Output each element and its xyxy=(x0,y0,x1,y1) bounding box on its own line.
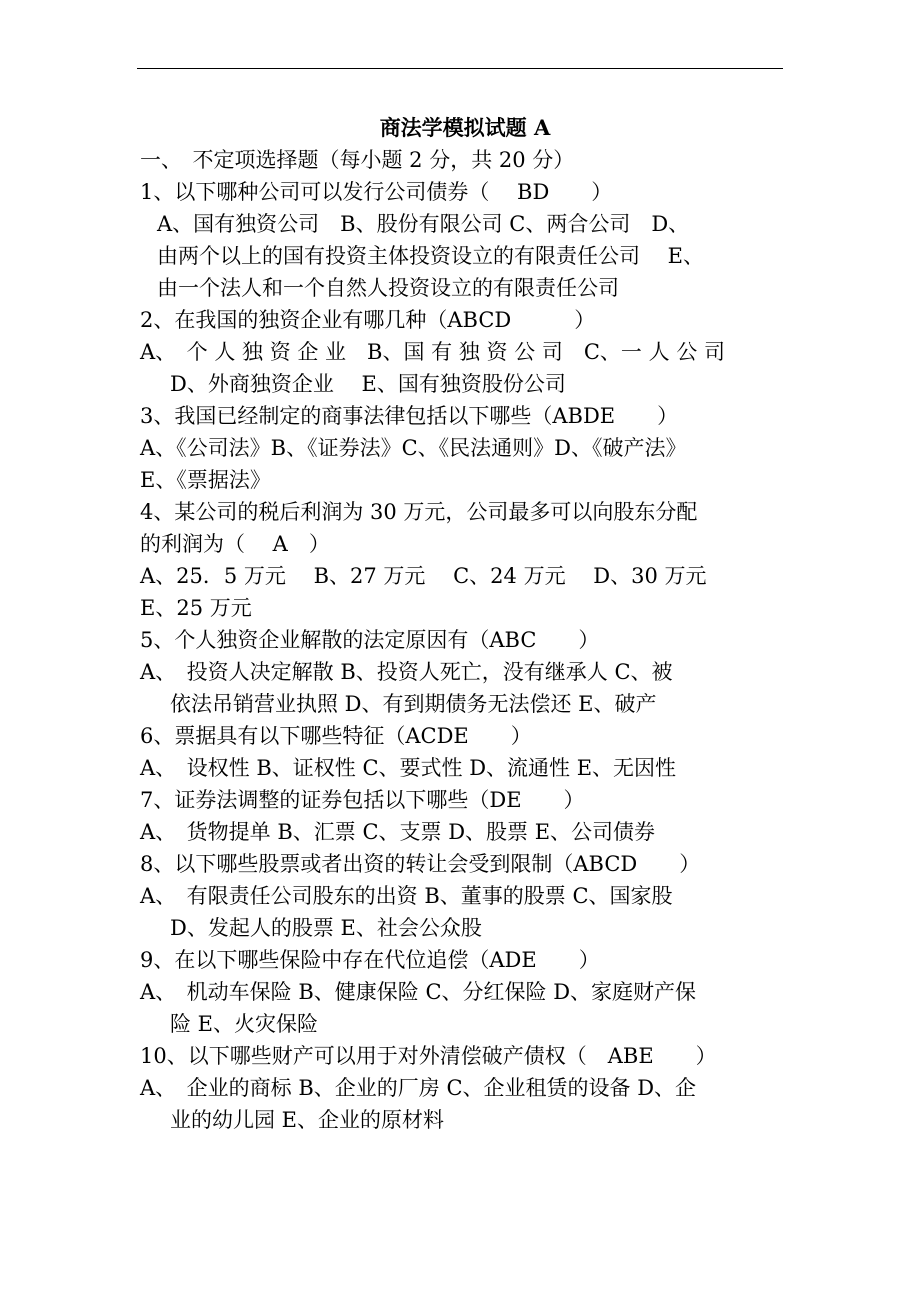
question-line: 8、以下哪些股票或者出资的转让会受到限制（ABCD ） xyxy=(140,852,701,876)
question-line: 的利润为（ A ） xyxy=(140,532,330,556)
option-line: A、 投资人决定解散 B、投资人死亡，没有继承人 C、被 xyxy=(140,660,673,684)
question-line: 9、在以下哪些保险中存在代位追偿（ADE ） xyxy=(140,948,600,972)
question-line: 10、以下哪些财产可以用于对外清偿破产债权（ ABE ） xyxy=(140,1044,717,1068)
option-line: A、 个 人 独 资 企 业 B、国 有 独 资 公 司 C、一 人 公 司 xyxy=(140,340,725,364)
question-line: 6、票据具有以下哪些特征（ACDE ） xyxy=(140,724,532,748)
option-line: E、25 万元 xyxy=(140,596,252,620)
page-title: 商法学模拟试题 A xyxy=(379,115,551,140)
option-line: A、《公司法》B、《证券法》C、《民法通则》D、《破产法》 xyxy=(140,436,687,460)
option-line: D、发起人的股票 E、社会公众股 xyxy=(170,916,482,940)
question-line: 2、在我国的独资企业有哪几种（ABCD ） xyxy=(140,308,596,332)
question-line: 7、证券法调整的证券包括以下哪些（DE ） xyxy=(140,788,585,812)
option-line: A、25．5 万元 B、27 万元 C、24 万元 D、30 万元 xyxy=(140,564,707,588)
question-line: 4、某公司的税后利润为 30 万元，公司最多可以向股东分配 xyxy=(140,500,698,524)
question-line: 3、我国已经制定的商事法律包括以下哪些（ABDE ） xyxy=(140,404,679,428)
option-line: A、 有限责任公司股东的出资 B、董事的股票 C、国家股 xyxy=(140,884,673,908)
option-line: A、 机动车保险 B、健康保险 C、分红保险 D、家庭财产保 xyxy=(140,980,697,1004)
option-line: E、《票据法》 xyxy=(140,468,271,492)
question-list xyxy=(140,176,790,1136)
option-line: 依法吊销营业执照 D、有到期债务无法偿还 E、破产 xyxy=(170,692,657,716)
option-line: 险 E、火灾保险 xyxy=(170,1012,319,1036)
option-line: 由两个以上的国有投资主体投资设立的有限责任公司 E、 xyxy=(157,244,705,268)
section-heading: 一、 不定项选择题（每小题 2 分，共 20 分） xyxy=(140,148,575,172)
option-line: A、国有独资公司 B、股份有限公司 C、两合公司 D、 xyxy=(157,212,690,236)
question-line: 5、个人独资企业解散的法定原因有（ABC ） xyxy=(140,628,600,652)
exam-document xyxy=(140,112,790,1136)
option-line: A、 货物提单 B、汇票 C、支票 D、股票 E、公司债券 xyxy=(140,820,656,844)
option-line: 业的幼儿园 E、企业的原材料 xyxy=(170,1108,445,1132)
option-line: D、外商独资企业 E、国有独资股份公司 xyxy=(170,372,566,396)
option-line: 由一个法人和一个自然人投资设立的有限责任公司 xyxy=(157,276,619,300)
question-line: 1、以下哪种公司可以发行公司债券（ BD ） xyxy=(140,180,613,204)
header-rule xyxy=(137,68,783,69)
option-line: A、 企业的商标 B、企业的厂房 C、企业租赁的设备 D、企 xyxy=(140,1076,697,1100)
option-line: A、 设权性 B、证权性 C、要式性 D、流通性 E、无因性 xyxy=(140,756,677,780)
